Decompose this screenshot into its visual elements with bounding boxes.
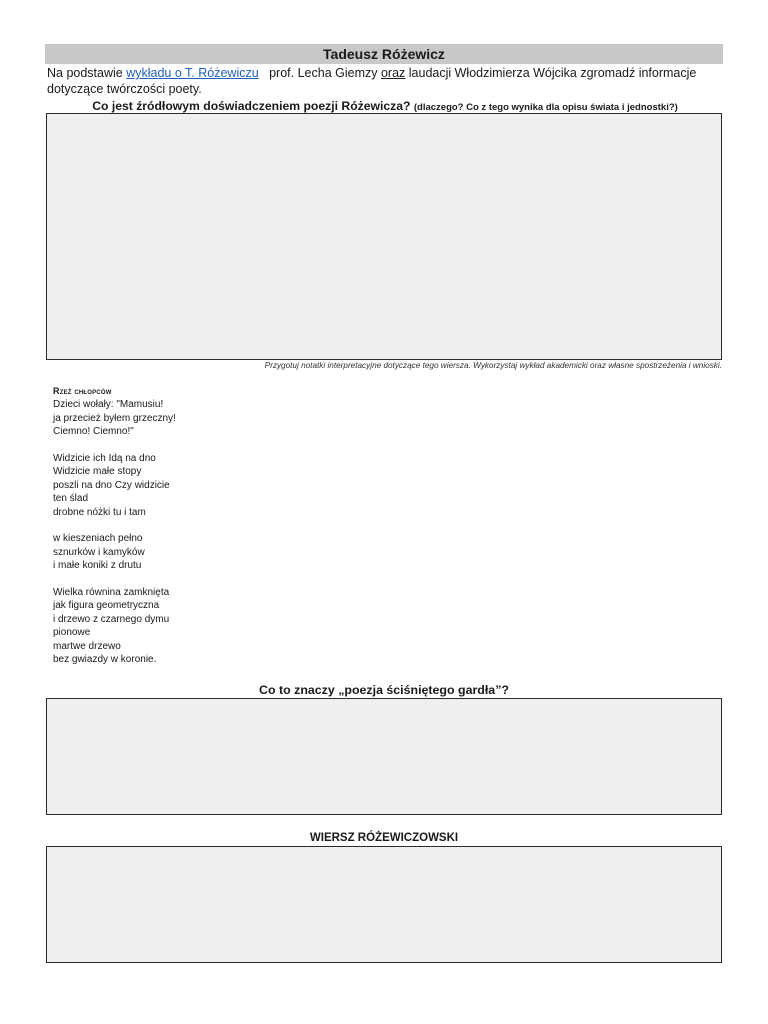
poem-line: poszli na dno Czy widzicie [53, 479, 170, 491]
question-2: Co to znaczy „poezja ściśniętego gardła”? [259, 683, 509, 697]
intro-text-end: laudacji Włodzimierza Wójcika zgromadź informacje dotyczące twórczości poety. [47, 66, 697, 96]
poem-line: Dzieci wołały: "Mamusiu! [53, 399, 164, 411]
poem-stanza [53, 452, 176, 519]
poem-line: Widzicie małe stopy [53, 466, 142, 478]
poem-line: sznurków i kamyków [53, 546, 145, 558]
poem [53, 385, 176, 666]
poem-line: Ciemno! Ciemno!" [53, 426, 134, 438]
question-3: WIERSZ RÓŻEWICZOWSKI [309, 832, 459, 844]
page-title: Tadeusz Różewicz [45, 44, 723, 64]
lecture-link[interactable]: wykładu o T. Różewiczu [126, 66, 259, 80]
answer-box-question-3[interactable] [46, 846, 722, 963]
poem-line: i drzewo z czarnego dymu [53, 613, 170, 625]
poem-line: ja przecież byłem grzeczny! [53, 412, 176, 424]
poem-stanza [53, 586, 176, 666]
poem-stanza [53, 532, 176, 572]
poem-line: pionowe [53, 627, 91, 639]
answer-box-question-2[interactable] [46, 698, 722, 815]
poem-line: w kieszeniach pełno [53, 533, 143, 545]
poem-line: jak figura geometryczna [53, 600, 160, 612]
answer-box-question-1[interactable] [46, 113, 722, 360]
intro-paragraph [47, 65, 727, 97]
poem-title: Rzeź chłopców [53, 386, 112, 396]
poem-line: bez gwiazdy w koronie. [53, 654, 157, 666]
poem-line: Wielka równina zamknięta [53, 587, 170, 599]
poem-line: drobne nóżki tu i tam [53, 506, 146, 518]
intro-text-middle: prof. Lecha Giemzy [258, 66, 381, 80]
poem-line: ten ślad [53, 493, 89, 505]
intro-underlined-word: oraz [380, 66, 406, 80]
question-1-hint: (dlaczego? Co z tego wynika dla opisu świata i jednostki?) [413, 102, 678, 113]
poem-line: i małe koniki z drutu [53, 560, 142, 572]
poem-line: Widzicie ich Idą na dno [53, 453, 156, 465]
instruction-note: Przygotuj notatki interpretacyjne dotyczące tego wiersza. Wykorzystaj wykład akademicki oraz własne spostrzeżenia i wnioski. [264, 361, 722, 370]
poem-line: martwe drzewo [53, 640, 121, 652]
question-1-main: Co jest źródłowym doświadczeniem poezji Różewicza? [92, 99, 414, 113]
poem-stanza [53, 398, 176, 438]
intro-text-start: Na podstawie [47, 66, 127, 80]
